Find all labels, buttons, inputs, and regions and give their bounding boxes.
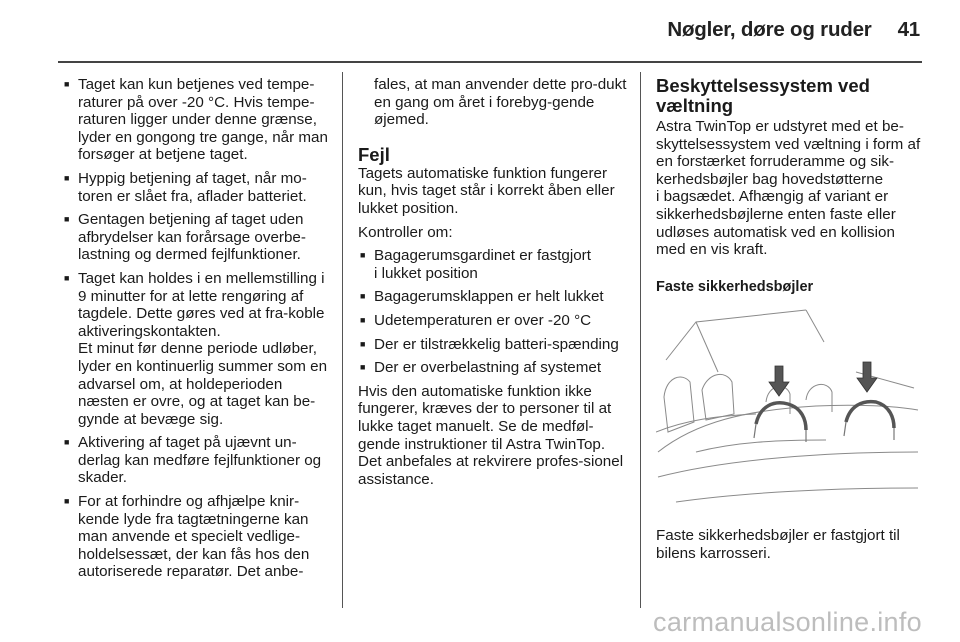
header-divider <box>58 61 922 63</box>
check-item <box>358 288 628 306</box>
column-right <box>656 76 926 296</box>
check-item <box>358 336 628 354</box>
column-left <box>62 76 328 587</box>
page-header <box>667 18 920 42</box>
bullet-text: Hyppig betjening af taget, når mo-toren er slået fra, aflader batteriet. <box>78 169 307 205</box>
subheading-fixed-bars: Faste sikkerhedsbøjler <box>656 278 814 295</box>
section-heading-fejl: Fejl <box>358 143 390 165</box>
check-item <box>358 247 628 282</box>
bullet-square-icon: ■ <box>64 437 70 448</box>
section-heading-rollover: Beskyttelsessystem ved væltning <box>656 75 870 116</box>
bullet-text: Taget kan holdes i en mellemstilling i 9 minutter for at lette rengøring af tagdele. Dette gøres ved at fra-koble aktiveringskontakten. Et minut før denne periode udløber, lyder en kontinuerlig summer som en advarsel om, at holdeperioden næsten er ovre, og at taget kan be-gynde at bevæge sig. <box>78 269 328 428</box>
continuation-text: fales, at man anvender dette pro-dukt en gang om året i forebyg-gende øjemed. <box>374 76 627 129</box>
bullet-item <box>62 270 328 428</box>
figure-caption: Faste sikkerhedsbøjler er fastgjort til bilens karrosseri. <box>656 527 900 562</box>
page-number: 41 <box>897 18 920 41</box>
bullet-square-icon: ■ <box>64 172 70 183</box>
bullet-text: Gentagen betjening af taget uden afbrydelser kan forårsage overbe-lastning og dermed fejlfunktioner. <box>78 211 306 264</box>
bullet-square-icon: ■ <box>360 314 366 325</box>
convertible-car-drawing <box>656 302 920 514</box>
check-text: Udetemperaturen er over -20 °C <box>374 311 592 329</box>
check-item <box>358 312 628 330</box>
watermark: carmanualsonline.info <box>653 607 922 637</box>
check-text: Bagagerumsgardinet er fastgjort i lukket position <box>374 247 591 282</box>
bullet-text: Taget kan kun betjenes ved tempe-raturer på over -20 °C. Hvis tempe-raturen ligger under denne grænse, lyder en gongong tre gange, når man forsøger at betjene taget. <box>78 76 328 164</box>
bullet-square-icon: ■ <box>64 214 70 225</box>
bullet-item <box>62 493 328 581</box>
check-text: Bagagerumsklappen er helt lukket <box>374 288 604 306</box>
bullet-item <box>62 211 328 264</box>
bullet-square-icon: ■ <box>64 272 70 283</box>
bullet-item <box>62 434 328 487</box>
check-text: Der er overbelastning af systemet <box>374 359 602 377</box>
bullet-item <box>62 76 328 164</box>
fejl-intro: Tagets automatiske funktion fungerer kun, hvis taget står i korrekt åben eller lukket position. <box>358 164 615 217</box>
bullet-square-icon: ■ <box>360 362 366 373</box>
bullet-text: For at forhindre og afhjælpe knir-kende lyde fra tagtætningerne kan man anvende et specielt vedlige-holdelsessæt, der kan fås hos den autoriserede reparatør. Det anbe- <box>78 493 310 581</box>
rollover-body: Astra TwinTop er udstyret med et be-skyttelsessystem ved væltning i form af en forstærket forruderamme og sik-kerhedsbøjler bag hovedstøtterne i bagsædet. Afhængig af variant er sikkerhedsbøjlerne enten faste eller udløses automatisk ved en kollision med en vis kraft. <box>656 118 921 259</box>
bullet-square-icon: ■ <box>360 291 366 302</box>
column-middle <box>358 76 628 494</box>
check-label: Kontroller om: <box>358 223 453 241</box>
down-arrow-icon <box>769 362 877 396</box>
fejl-outro: Hvis den automatiske funktion ikke fungerer, kræves der to personer til at lukke taget manuelt. Se de medføl-gende instruktioner til Astra TwinTop. Det anbefales at rekvirere profes-sionel assistance. <box>358 382 624 488</box>
check-text: Der er tilstrækkelig batteri-spænding <box>374 335 619 353</box>
bullet-text: Aktivering af taget på ujævnt un-derlag kan medføre fejlfunktioner og skader. <box>78 434 322 487</box>
figure-caption-wrapper <box>656 527 926 568</box>
bullet-square-icon: ■ <box>64 496 70 507</box>
rollbar-illustration <box>656 302 920 514</box>
bullet-item <box>62 170 328 205</box>
bullet-square-icon: ■ <box>360 250 366 261</box>
bullet-square-icon: ■ <box>360 338 366 349</box>
check-item <box>358 359 628 377</box>
column-divider-2 <box>640 72 641 608</box>
bullet-square-icon: ■ <box>64 79 70 89</box>
header-title: Nøgler, døre og ruder <box>667 18 872 41</box>
column-divider-1 <box>342 72 343 608</box>
